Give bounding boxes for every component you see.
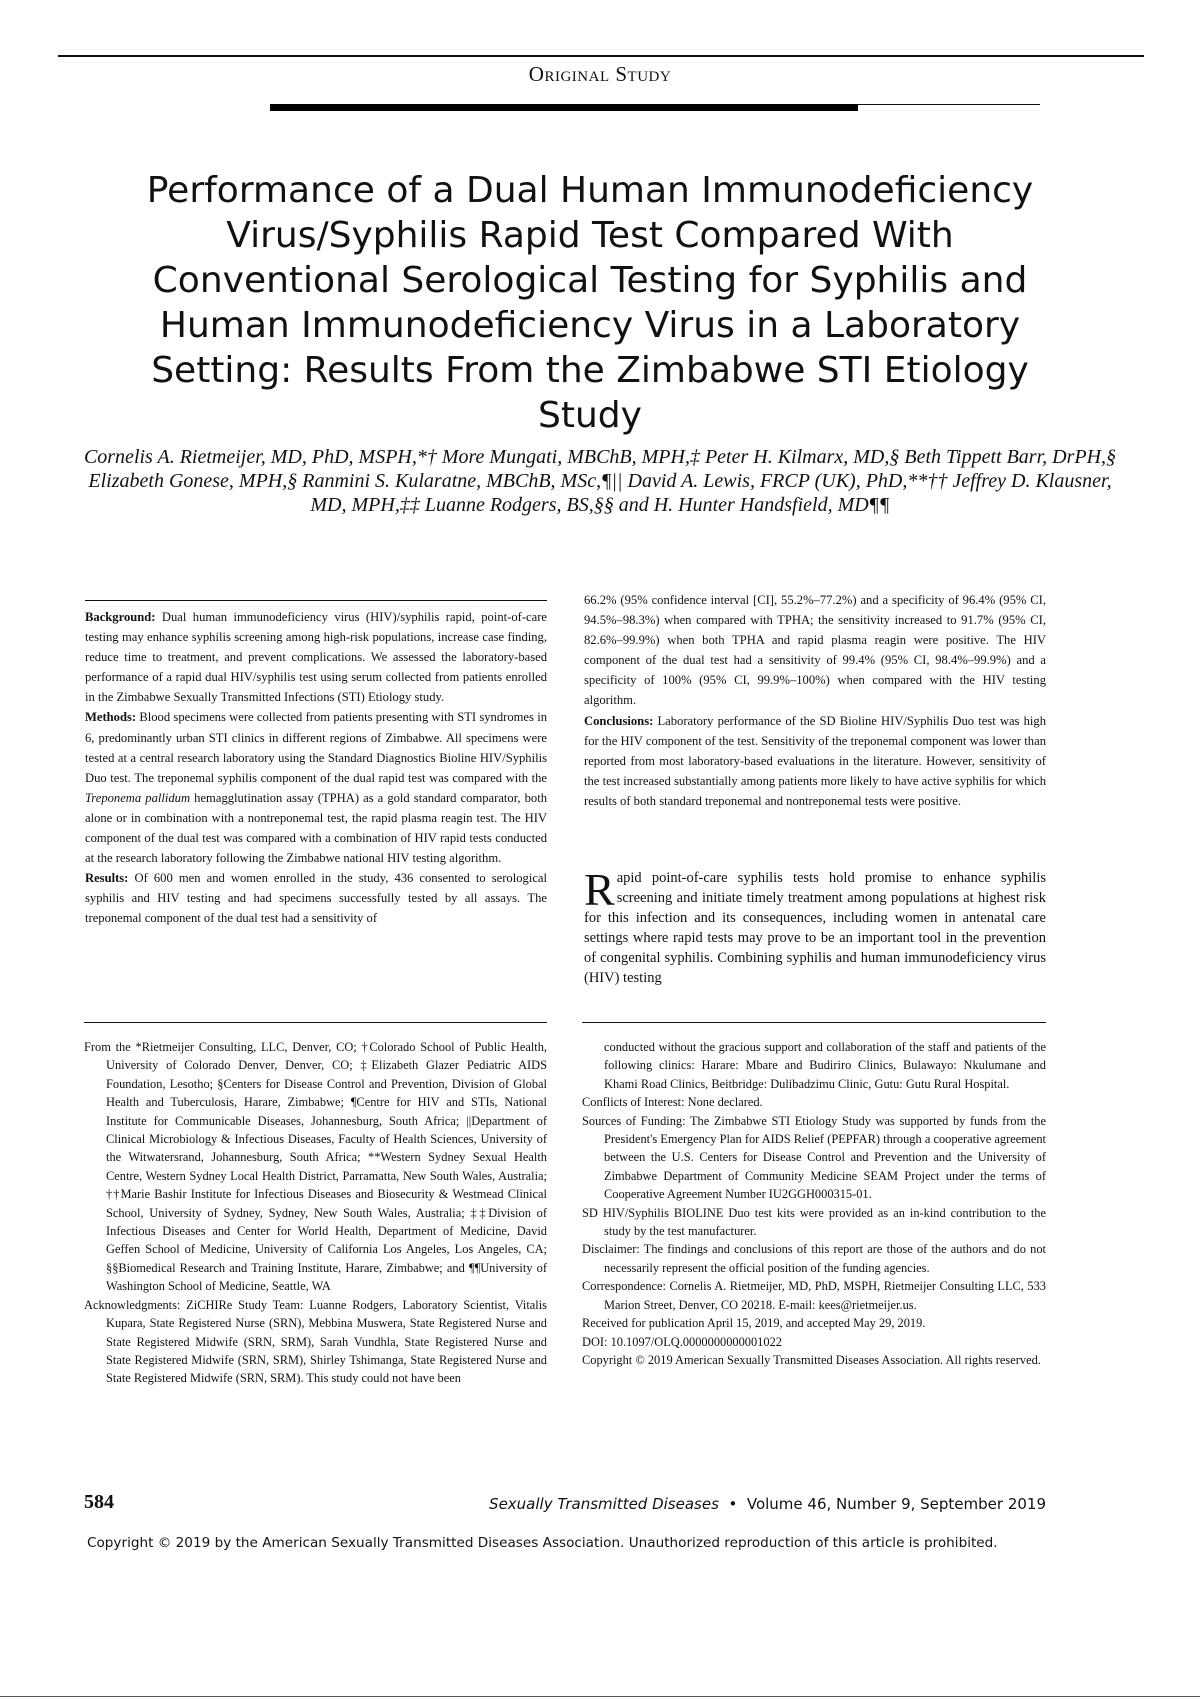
bottom-rule — [0, 1696, 1200, 1697]
sources-of-funding: Sources of Funding: The Zimbabwe STI Etiology Study was supported by funds from the President's Emergency Plan for AIDS Relief (PEPFAR) through a cooperative agreement between the U.S. Centers for Disease Control and Prevention and the University of Zimbabwe Department of Community Medicine SEAM Project under the terms of Cooperative Agreement Number IU2GGH000315-01. — [582, 1113, 1046, 1202]
footnotes-right — [582, 1038, 1046, 1369]
acknowledgments-cont: conducted without the gracious support and collaboration of the staff and patients of the following clinics: Harare: Mbare and Budiriro Clinics, Bulawayo: Nkulumane and Khami Road Clinics, Beitbridge: Dulibadzimu Clinic, Gutu: Gutu Rural Hospital. — [604, 1040, 1046, 1091]
copyright-banner: Copyright © 2019 by the American Sexually Transmitted Diseases Association. Unauthorized reproduction of this article is prohibited. — [87, 1535, 998, 1551]
methods-text-1: Blood specimens were collected from patients presenting with STI syndromes in 6, predominantly urban STI clinics in different regions of Zimbabwe. All specimens were tested at a central research laboratory using the Standard Diagnostics Bioline HIV/Syphilis Duo test. The treponemal syphilis component of the dual rapid test was compared with the — [85, 710, 547, 785]
test-kits-note: SD HIV/Syphilis BIOLINE Duo test kits were provided as an in-kind contribution to the study by the test manufacturer. — [582, 1205, 1046, 1239]
methods-text-2: hemagglutination assay (TPHA) as a gold standard comparator, both alone or in combination with a nontreponemal test, the rapid plasma reagin test. The HIV component of the dual test was compared with a combination of HIV rapid tests conducted at the research laboratory following the Zimbabwe national HIV testing algorithm. — [85, 790, 548, 866]
abstract-results-cont: 66.2% (95% confidence interval [CI], 55.2%–77.2%) and a specificity of 96.4% (95% CI, 94.5%–98.3%) when compared with TPHA; the sensitivity increased to 91.7% (95% CI, 82.6%–99.9%) when both TPHA and rapid plasma reagin were positive. The HIV component of the dual test had a sensitivity of 99.4% (95% CI, 98.4%–99.9%) and a specificity of 100% (95% CI, 99.9%–100%) when compared with the HIV testing algorithm. — [584, 593, 1046, 708]
abstract-right-column — [584, 590, 1046, 811]
abstract-results — [85, 868, 547, 928]
drop-cap: R — [584, 864, 615, 915]
footnote-rule-right — [582, 1022, 1046, 1023]
journal-citation — [489, 1495, 1046, 1513]
journal-name: Sexually Transmitted Diseases — [489, 1495, 719, 1513]
affiliations: From the *Rietmeijer Consulting, LLC, Denver, CO; †Colorado School of Public Health, University of Colorado Denver, Denver, CO; ‡Elizabeth Glazer Pediatric AIDS Foundation, Lesotho; §Centers for Disease Control and Prevention, Division of Global Health and Tuberculosis, Harare, Zimbabwe; ¶Centre for HIV and STIs, National Institute for Communicable Diseases, Johannesburg, South Africa; ||Department of Clinical Microbiology & Infectious Diseases, Faculty of Health Sciences, University of the Witwatersrand, Johannesburg, South Africa; **Western Sydney Sexual Health Centre, Western Sydney Local Health District, Parramatta, New South Wales, Australia; ††Marie Bashir Institute for Infectious Diseases and Biosecurity & Westmead Clinical School, University of Sydney, Sydney, New South Wales, Australia; ‡‡Division of Infectious Diseases and Center for World Health, Department of Medicine, David Geffen School of Medicine, University of California Los Angeles, Los Angeles, CA; §§Biomedical Research and Training Institute, Harare, Zimbabwe; and ¶¶University of Washington School of Medicine, Seattle, WA — [84, 1040, 547, 1294]
author-list: Cornelis A. Rietmeijer, MD, PhD, MSPH,*† More Mungati, MBChB, MPH,‡ Peter H. Kilmarx, MD,§ Beth Tippett Barr, DrPH,§ Elizabeth Gonese, MPH,§ Ranmini S. Kularatne, MBChB, MSc,¶|| David A. Lewis, FRCP (UK), PhD,**†† Jeffrey D. Klausner, MD, MPH,‡‡ Luanne Rodgers, BS,§§ and H. Hunter Handsfield, MD¶¶ — [83, 446, 1117, 516]
volume-info: Volume 46, Number 9, September 2019 — [746, 1495, 1046, 1513]
conclusions-text: Laboratory performance of the SD Bioline HIV/Syphilis Duo test was high for the HIV component of the test. Sensitivity of the treponemal component was lower than reported from most laboratory-based evaluations in the literature. However, sensitivity of the test increased substantially among patients more likely to have active syphilis for which results of both standard treponemal and nontreponemal tests were positive. — [584, 713, 1046, 808]
conclusions-label: Conclusions: — [584, 713, 654, 728]
abstract-conclusions — [584, 711, 1046, 811]
methods-species: Treponema pallidum — [85, 790, 191, 805]
footnote-rule-left — [84, 1022, 547, 1023]
page-footer — [84, 1491, 1046, 1519]
article-title: Performance of a Dual Human Immunodeficiency Virus/Syphilis Rapid Test Compared With Conventional Serological Testing for Syphilis and Human Immunodeficiency Virus in a Laboratory Setting: Results From the Zimbabwe STI Etiology Study — [146, 170, 1034, 436]
disclaimer: Disclaimer: The findings and conclusions of this report are those of the authors and do not necessarily represent the official position of the funding agencies. — [582, 1242, 1046, 1275]
footnotes-left — [84, 1038, 547, 1388]
background-label: Background: — [85, 610, 156, 624]
abstract-methods — [85, 707, 547, 868]
doi: DOI: 10.1097/OLQ.0000000000001022 — [582, 1334, 782, 1349]
conflicts-of-interest: Conflicts of Interest: None declared. — [582, 1095, 763, 1110]
abstract-background — [85, 607, 547, 707]
results-label: Results: — [85, 871, 129, 886]
bullet-separator: • — [728, 1495, 738, 1513]
introduction — [584, 864, 1046, 988]
intro-text: apid point-of-care syphilis tests hold promise to enhance syphilis screening and initiate timely treatment among populations at highest risk for this infection and its consequences, including women in antenatal care settings where rapid tests may prove to be an important tool in the prevention of congenital syphilis. Combining syphilis and human immunodeficiency virus (HIV) testing — [584, 870, 1046, 986]
top-rule — [58, 55, 1144, 57]
header-thick-rule — [270, 104, 858, 111]
background-text: Dual human immunodeficiency virus (HIV)/syphilis rapid, point-of-care testing may enhance syphilis screening among high-risk populations, increase case finding, reduce time to treatment, and prevent complications. We assessed the laboratory-based performance of a rapid dual HIV/syphilis test using serum collected from patients enrolled in the Zimbabwe Sexually Transmitted Infections (STI) Etiology study. — [85, 610, 547, 705]
methods-label: Methods: — [85, 710, 137, 725]
page-number: 584 — [84, 1491, 114, 1513]
section-label: Original Study — [528, 62, 672, 86]
copyright-note: Copyright © 2019 American Sexually Transmitted Diseases Association. All rights reserved. — [582, 1352, 1041, 1367]
acknowledgments: Acknowledgments: ZiCHIRe Study Team: Luanne Rodgers, Laboratory Scientist, Vitalis Kupara, State Registered Nurse (SRN), Mebbina Muswera, State Registered Nurse and State Registered Midwife (SRN, SRM), Sarah Vundhla, State Registered Nurse and State Registered Midwife (SRN, SRM), Shirley Tshimanga, State Registered Nurse and State Registered Midwife (SRN, SRM). This study could not have been — [84, 1297, 547, 1386]
results-text-1: Of 600 men and women enrolled in the study, 436 consented to serological syphilis and HIV testing and had specimens successfully tested by all assays. The treponemal component of the dual test had a sensitivity of — [85, 871, 547, 926]
correspondence: Correspondence: Cornelis A. Rietmeijer, MD, PhD, MSPH, Rietmeijer Consulting LLC, 533 Marion Street, Denver, CO 20218. E-mail: kees@rietmeijer.us. — [582, 1279, 1046, 1312]
received-date: Received for publication April 15, 2019, and accepted May 29, 2019. — [582, 1316, 926, 1331]
abstract-left-column — [85, 600, 547, 929]
